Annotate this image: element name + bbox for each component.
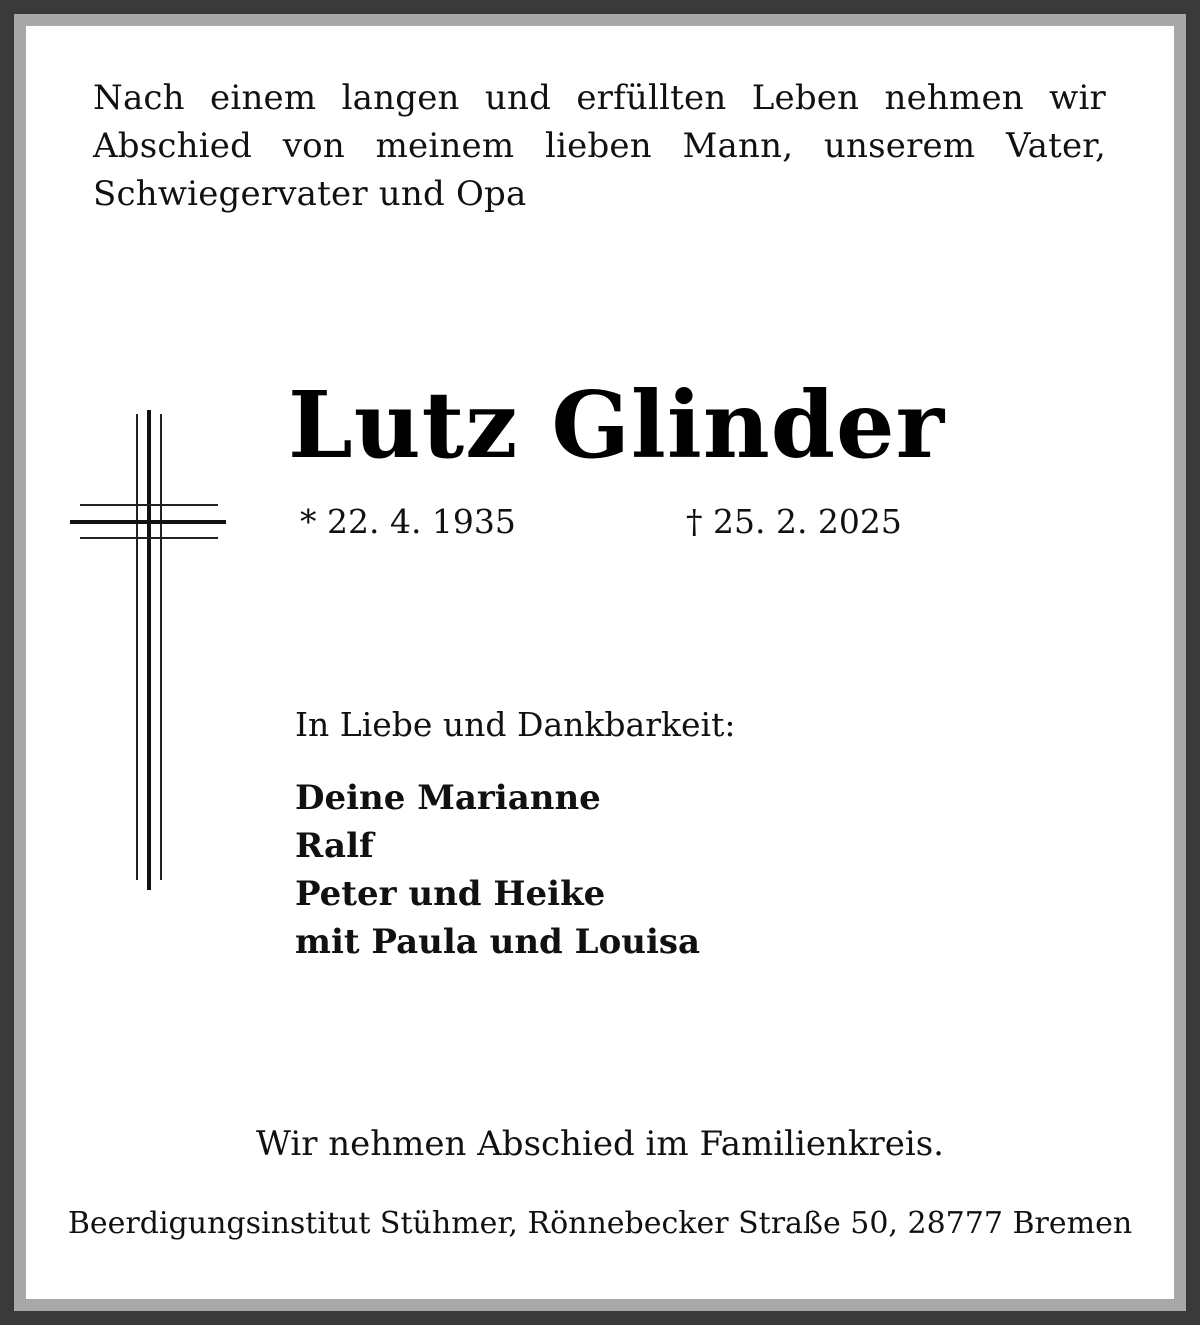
intro-text [93,74,1106,218]
mourner-name: Peter und Heike [295,874,606,914]
mourner-name: Ralf [295,826,374,866]
intro-line-1: Nach einem langen und erfüllten Leben nehmen wir [93,78,1106,118]
mourner-name: Deine Marianne [295,778,601,818]
deceased-name: Lutz Glinder [288,371,946,479]
intro-line-2: Abschied von meinem lieben Mann, unserem Vater, [93,126,1106,166]
mourners-heading: In Liebe und Dankbarkeit: [295,705,736,744]
cross-icon [66,410,230,892]
birth-date: * 22. 4. 1935 [300,502,516,541]
undertaker-address: Beerdigungsinstitut Stühmer, Rönnebecker Straße 50, 28777 Bremen [67,1206,1133,1241]
intro-line-3: Schwiegervater und Opa [93,174,527,214]
mourner-name: mit Paula und Louisa [295,922,701,962]
death-date: † 25. 2. 2025 [686,502,902,541]
mourners-list [295,774,700,966]
farewell-note: Wir nehmen Abschied im Familienkreis. [255,1124,944,1164]
